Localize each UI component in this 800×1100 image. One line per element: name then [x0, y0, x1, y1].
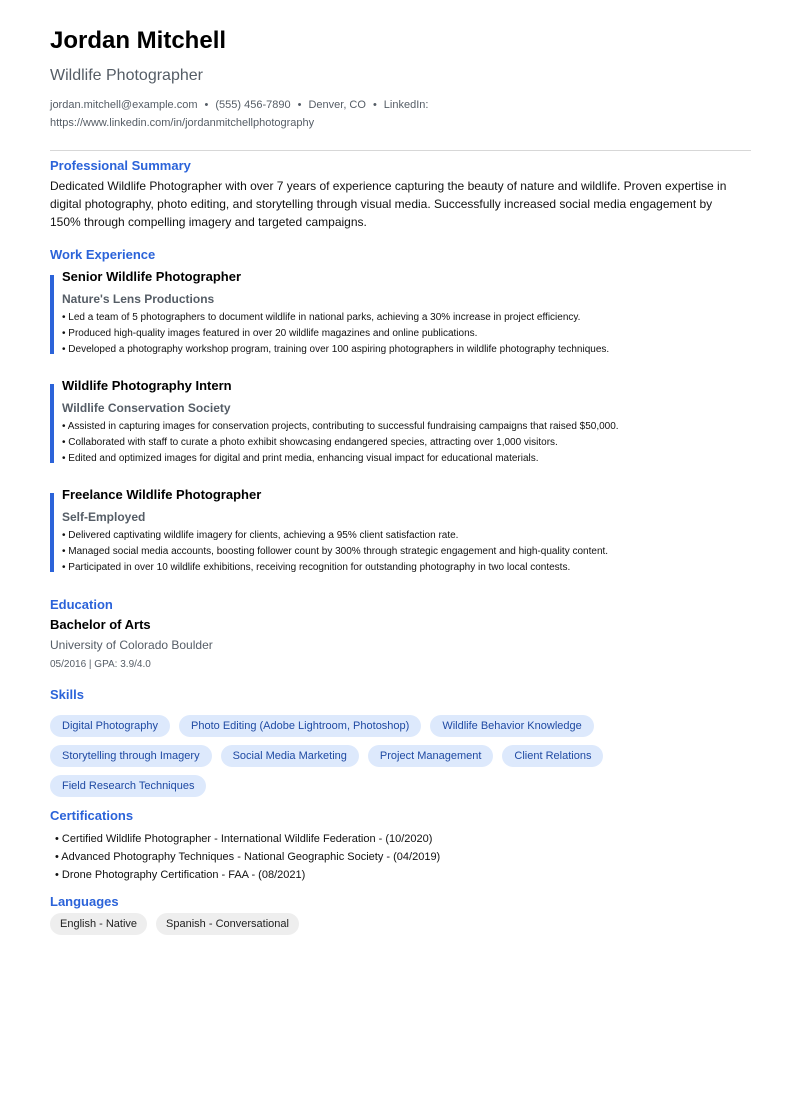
job-bullet: • Assisted in capturing images for conservation projects, contributing to successful fundraising campaigns that raised $50,000.: [62, 421, 619, 432]
candidate-name: Jordan Mitchell: [50, 27, 227, 54]
work-experience-heading: Work Experience: [50, 247, 156, 262]
skill-tag: Storytelling through Imagery: [50, 745, 212, 767]
skill-tag: Photo Editing (Adobe Lightroom, Photoshop): [179, 715, 421, 737]
candidate-title: Wildlife Photographer: [50, 67, 203, 84]
job-bullet: • Managed social media accounts, boosting follower count by 300% through strategic engagement and high-quality content.: [62, 546, 609, 557]
job-bullet: • Edited and optimized images for digital and print media, enhancing visual impact for educational materials.: [62, 453, 539, 464]
contact-line: [50, 96, 450, 132]
job-company: Self-Employed: [62, 510, 146, 524]
certification-item: • Certified Wildlife Photographer - International Wildlife Federation - (10/2020): [55, 833, 433, 845]
skill-tag: Client Relations: [502, 745, 603, 767]
job-entry: [50, 269, 751, 358]
job-title: Wildlife Photography Intern: [62, 378, 232, 393]
certification-item: • Drone Photography Certification - FAA - (08/2021): [55, 869, 306, 881]
certifications-list: [55, 830, 751, 884]
job-bullet: • Developed a photography workshop program, training over 100 aspiring photographers in wildlife photography techniques.: [62, 344, 610, 355]
job-bullet: • Collaborated with staff to curate a photo exhibit showcasing endangered species, attracting over 1,000 visitors.: [62, 437, 558, 448]
linkedin-label: LinkedIn:: [383, 99, 429, 111]
job-company: Wildlife Conservation Society: [62, 401, 231, 415]
job-company: Nature's Lens Productions: [62, 292, 215, 306]
job-accent-bar: [50, 493, 54, 572]
education-meta: 05/2016 | GPA: 3.9/4.0: [50, 659, 151, 670]
contact-location: Denver, CO: [308, 99, 366, 111]
job-bullet: • Participated in over 10 wildlife exhibitions, receiving recognition for outstanding photography in two local contests.: [62, 562, 571, 573]
job-bullets: [62, 310, 751, 358]
job-bullet: • Delivered captivating wildlife imagery for clients, achieving a 95% client satisfaction rate.: [62, 530, 459, 541]
contact-phone: (555) 456-7890: [215, 99, 291, 111]
languages-list: [50, 913, 751, 935]
skill-tag: Field Research Techniques: [50, 775, 206, 797]
job-entry: [50, 487, 751, 576]
job-bullets: [62, 419, 751, 467]
language-tag: English - Native: [50, 913, 147, 935]
resume-content: [50, 26, 751, 935]
skill-tag: Social Media Marketing: [221, 745, 359, 767]
certification-item: • Advanced Photography Techniques - National Geographic Society - (04/2019): [55, 851, 441, 863]
skills-list: [50, 715, 750, 797]
job-accent-bar: [50, 275, 54, 354]
contact-separator: •: [204, 99, 209, 111]
job-bullet: • Led a team of 5 photographers to document wildlife in national parks, achieving a 30% increase in project efficiency.: [62, 312, 581, 323]
skill-tag: Digital Photography: [50, 715, 170, 737]
skill-tag: Project Management: [368, 745, 494, 767]
language-tag: Spanish - Conversational: [156, 913, 299, 935]
header-divider: [50, 150, 751, 151]
education-degree: Bachelor of Arts: [50, 617, 151, 632]
linkedin-url[interactable]: https://www.linkedin.com/in/jordanmitchellphotography: [50, 117, 315, 129]
education-school: University of Colorado Boulder: [50, 638, 213, 652]
skill-tag: Wildlife Behavior Knowledge: [430, 715, 593, 737]
job-accent-bar: [50, 384, 54, 463]
job-title: Freelance Wildlife Photographer: [62, 487, 262, 502]
summary-text: Dedicated Wildlife Photographer with over 7 years of experience capturing the beauty of nature and wildlife. Proven expertise in digital photography, photo editing, and storytelling through visual media. Successfully increased social media engagement by 150% through compelling imagery and targeted campaigns.: [50, 179, 727, 229]
certifications-heading: Certifications: [50, 808, 134, 823]
skills-heading: Skills: [50, 687, 84, 702]
education-heading: Education: [50, 597, 113, 612]
contact-email[interactable]: jordan.mitchell@example.com: [50, 99, 198, 111]
contact-separator: •: [297, 99, 302, 111]
languages-heading: Languages: [50, 894, 119, 909]
job-title: Senior Wildlife Photographer: [62, 269, 242, 284]
job-bullets: [62, 528, 751, 576]
job-bullet: • Produced high-quality images featured in over 20 wildlife magazines and online publications.: [62, 328, 478, 339]
contact-separator: •: [372, 99, 377, 111]
job-entry: [50, 378, 751, 467]
summary-heading: Professional Summary: [50, 158, 191, 173]
